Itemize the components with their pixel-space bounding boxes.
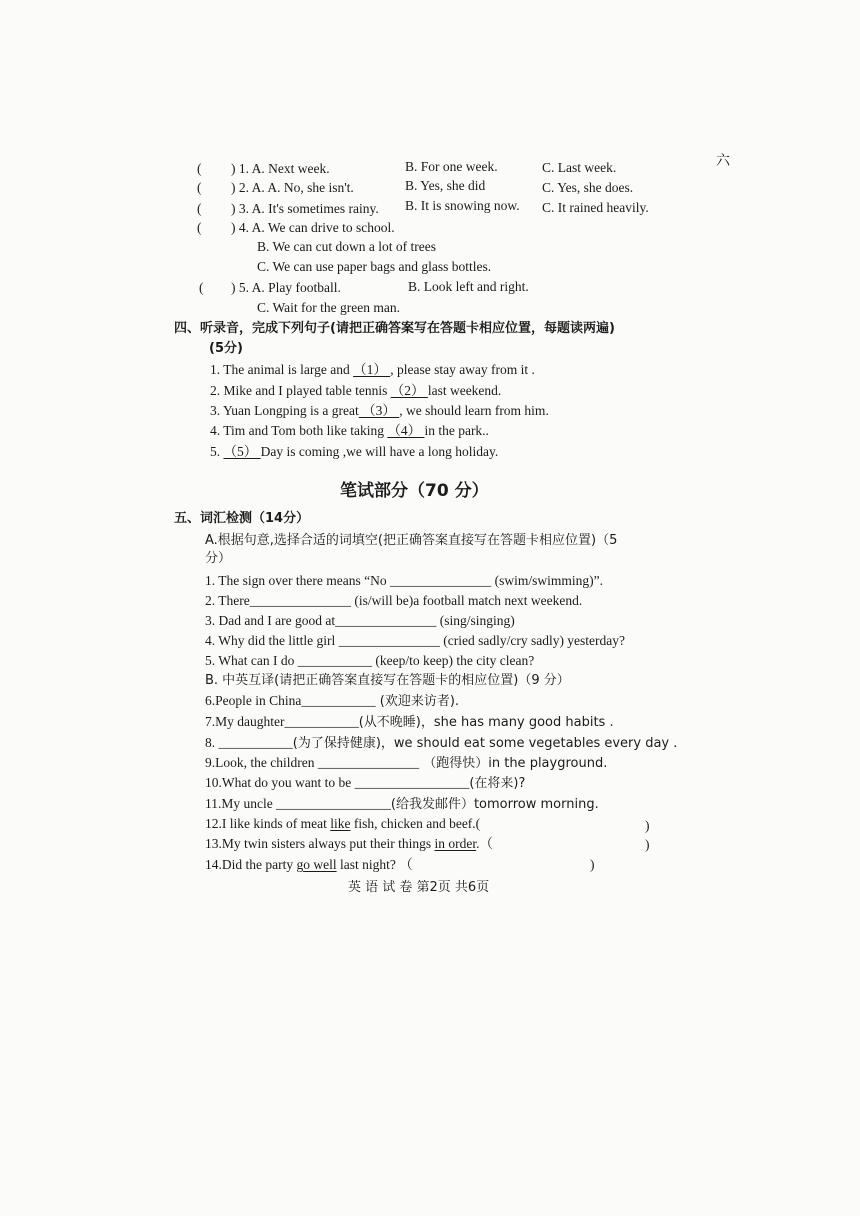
q4-a: ) 4. A. We can drive to school. <box>231 220 395 235</box>
b-item-9: 9.Look, the children _______________ （跑得快）in the playground. <box>205 755 608 771</box>
b-item-10: 10.What do you want to be _________________(在将来)? <box>205 775 526 791</box>
part-a-instruction-2: 分） <box>205 551 232 566</box>
section-4-score: (5分) <box>209 341 243 356</box>
q12: 12.I like kinds of meat like fish, chicken and beef.( <box>205 816 481 831</box>
q2-a: ) 2. A. A. No, she isn't. <box>231 180 354 195</box>
a-item-1: 1. The sign over there means “No _______________ (swim/swimming)”. <box>205 573 603 588</box>
paren-q3: ( <box>197 201 202 216</box>
b-item-11: 11.My uncle _________________(给我发邮件）tomorrow morning. <box>205 796 599 812</box>
b-item-8: 8. ___________(为了保持健康)，we should eat some vegetables every day . <box>205 735 678 751</box>
q1-a: ) 1. A. Next week. <box>231 161 330 176</box>
a-item-5: 5. What can I do ___________ (keep/to keep) the city clean? <box>205 653 535 668</box>
written-title: 笔试部分（70 分） <box>340 481 489 501</box>
a-item-4: 4. Why did the little girl _______________ (cried sadly/cry sadly) yesterday? <box>205 633 626 648</box>
part-a-instruction: A.根据句意,选择合适的词填空(把正确答案直接写在答题卡相应位置)（5 <box>205 533 618 548</box>
q1-c: C. Last week. <box>542 160 617 175</box>
paren-q2: ( <box>197 180 202 195</box>
q3-b: B. It is snowing now. <box>405 198 520 213</box>
paren-q1: ( <box>197 161 202 176</box>
q1-b: B. For one week. <box>405 159 498 174</box>
q5-b: B. Look left and right. <box>408 279 529 294</box>
section-4-heading: 四、听录音，完成下列句子(请把正确答案写在答题卡相应位置，每题读两遍) <box>174 321 615 336</box>
a-item-3: 3. Dad and I are good at_______________ (sing/singing) <box>205 613 515 628</box>
q14-close: ) <box>590 857 595 872</box>
part-b-instruction: B. 中英互译(请把正确答案直接写在答题卡的相应位置)（9 分） <box>205 673 570 688</box>
q5-a: ) 5. A. Play football. <box>231 280 341 295</box>
s4-item-1: 1. The animal is large and （1） , please stay away from it . <box>210 362 535 377</box>
q14: 14.Did the party go well last night? （ <box>205 857 413 872</box>
q5-c: C. Wait for the green man. <box>257 300 400 315</box>
s4-item-4: 4. Tim and Tom both like taking （4） in the park.. <box>210 423 489 438</box>
corner-mark: 六 <box>716 153 730 169</box>
paren-q4: ( <box>197 220 202 235</box>
q4-b: B. We can cut down a lot of trees <box>257 239 436 254</box>
s4-item-2: 2. Mike and I played table tennis （2） last weekend. <box>210 383 502 398</box>
s4-item-5: 5. （5） Day is coming ,we will have a long holiday. <box>210 444 499 459</box>
s4-item-3: 3. Yuan Longping is a great （3） , we should learn from him. <box>210 403 549 418</box>
q3-c: C. It rained heavily. <box>542 200 649 215</box>
section-5-heading: 五、词汇检测（14分） <box>174 511 310 526</box>
q12-close: ) <box>645 818 650 833</box>
b-item-6: 6.People in China___________ (欢迎来访者). <box>205 693 460 709</box>
page-footer: 英 语 试 卷 第2页 共6页 <box>348 880 490 895</box>
b-item-7: 7.My daughter___________(从不晚睡)，she has many good habits . <box>205 714 614 730</box>
q2-b: B. Yes, she did <box>405 178 486 193</box>
a-item-2: 2. There_______________ (is/will be)a football match next weekend. <box>205 593 583 608</box>
q3-a: ) 3. A. It's sometimes rainy. <box>231 201 379 216</box>
q4-c: C. We can use paper bags and glass bottles. <box>257 259 492 274</box>
q2-c: C. Yes, she does. <box>542 180 634 195</box>
q13: 13.My twin sisters always put their things in order.（ <box>205 836 493 851</box>
paren-q5: ( <box>199 280 204 295</box>
q13-close: ) <box>645 837 650 852</box>
